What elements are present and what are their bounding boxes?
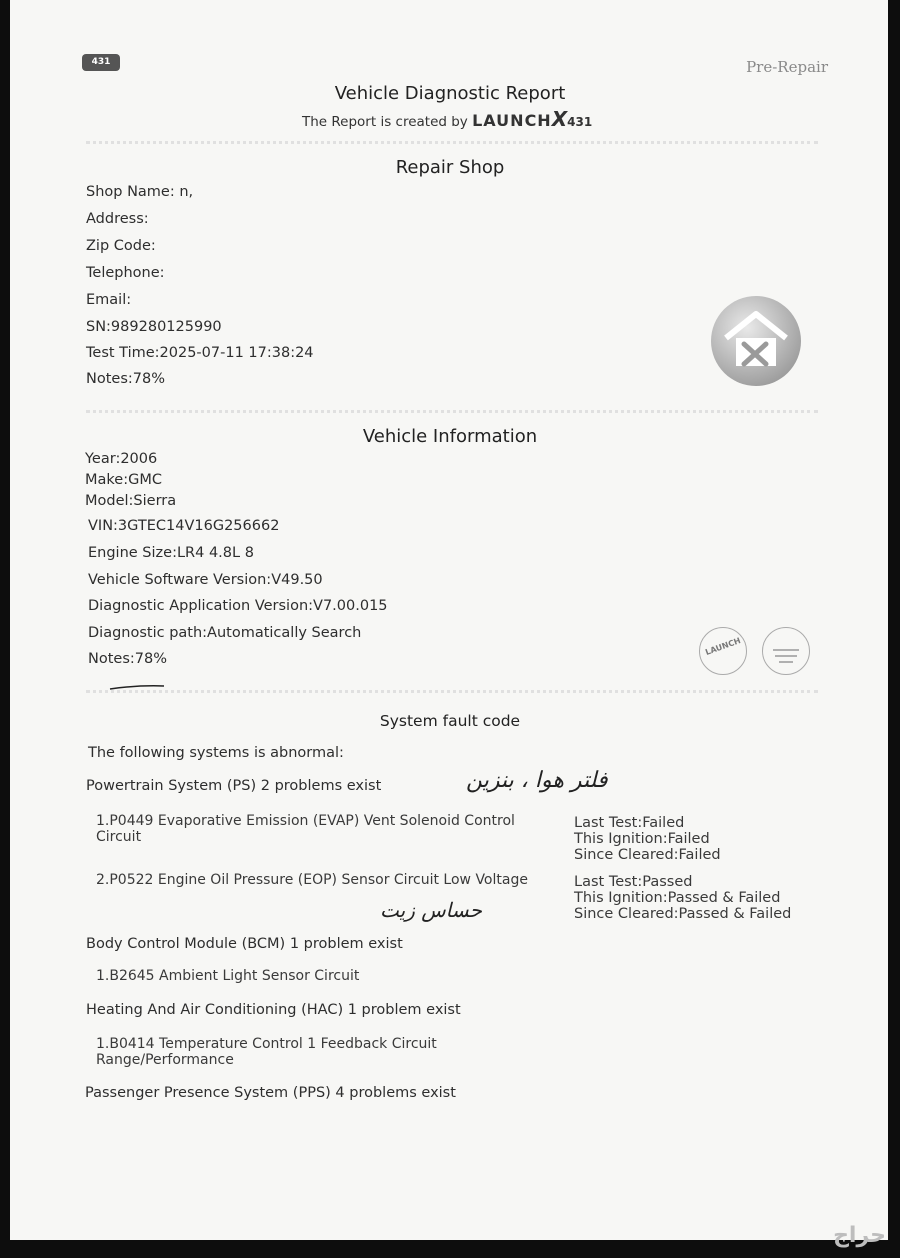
vehicle-model: Model:Sierra xyxy=(85,493,177,509)
ps-system-title: Powertrain System (PS) 2 problems exist xyxy=(86,778,382,794)
repair-shop-heading: Repair Shop xyxy=(395,157,505,178)
shop-email: Email: xyxy=(86,292,132,308)
launch-stamp xyxy=(699,627,747,675)
launch-model-number: 431 xyxy=(567,115,593,129)
repair-shop-icon xyxy=(708,294,804,388)
test-time: Test Time:2025-07-11 17:38:24 xyxy=(86,345,314,361)
handwritten-note-ps: فلتر هوا ، بنزين xyxy=(466,768,608,793)
ps-fault-1-this-ignition: This Ignition:Failed xyxy=(574,831,710,847)
shop-address: Address: xyxy=(86,211,149,227)
divider xyxy=(86,141,818,144)
diag-app-version: Diagnostic Application Version:V7.00.015 xyxy=(88,598,388,614)
seal-stamp xyxy=(762,627,810,675)
bcm-fault-1: 1.B2645 Ambient Light Sensor Circuit xyxy=(96,968,360,984)
ps-fault-1: 1.P0449 Evaporative Emission (EVAP) Vent Solenoid Control Circuit xyxy=(96,813,515,845)
ps-fault-2: 2.P0522 Engine Oil Pressure (EOP) Sensor Circuit Low Voltage xyxy=(96,872,528,888)
fault-code-heading: System fault code xyxy=(379,712,521,730)
pre-repair-label: Pre-Repair xyxy=(746,58,828,76)
ps-fault-2-this-ignition: This Ignition:Passed & Failed xyxy=(574,890,781,906)
report-title: Vehicle Diagnostic Report xyxy=(334,83,566,104)
launch-brand: LAUNCH xyxy=(472,111,552,130)
divider xyxy=(86,690,818,693)
vehicle-software-version: Vehicle Software Version:V49.50 xyxy=(88,572,323,588)
ps-fault-2-last-test: Last Test:Passed xyxy=(574,874,693,890)
subtitle-prefix: The Report is created by xyxy=(302,114,468,130)
ps-fault-1-last-test: Last Test:Failed xyxy=(574,815,685,831)
shop-notes: Notes:78% xyxy=(86,371,165,387)
engine-size: Engine Size:LR4 4.8L 8 xyxy=(88,545,254,561)
shop-telephone: Telephone: xyxy=(86,265,165,281)
shop-name: Shop Name: n, xyxy=(86,184,194,200)
vehicle-year: Year:2006 xyxy=(85,451,158,467)
report-subtitle xyxy=(302,107,592,131)
shop-sn: SN:989280125990 xyxy=(86,319,222,335)
launch-x-mark: X xyxy=(551,107,568,131)
abnormal-intro: The following systems is abnormal: xyxy=(88,745,344,761)
vehicle-make: Make:GMC xyxy=(85,472,162,488)
divider xyxy=(86,410,818,413)
ps-fault-2-since-cleared: Since Cleared:Passed & Failed xyxy=(574,906,792,922)
stamp-text: LAUNCH xyxy=(704,635,742,658)
haraj-watermark: حراج xyxy=(833,1223,886,1248)
shop-zip: Zip Code: xyxy=(86,238,156,254)
hac-fault-1: 1.B0414 Temperature Control 1 Feedback Circuit Range/Performance xyxy=(96,1036,437,1068)
vehicle-vin: VIN:3GTEC14V16G256662 xyxy=(88,518,280,534)
diag-path: Diagnostic path:Automatically Search xyxy=(88,625,362,641)
vehicle-notes: Notes:78% xyxy=(88,651,167,667)
vehicle-info-heading: Vehicle Information xyxy=(362,426,538,447)
pps-system-title: Passenger Presence System (PPS) 4 problems exist xyxy=(85,1085,456,1101)
handwritten-note-eop: حساس زيت xyxy=(380,898,482,922)
hac-system-title: Heating And Air Conditioning (HAC) 1 problem exist xyxy=(86,1002,461,1018)
x431-badge: 431 xyxy=(82,54,120,71)
ps-fault-1-since-cleared: Since Cleared:Failed xyxy=(574,847,721,863)
bcm-system-title: Body Control Module (BCM) 1 problem exist xyxy=(86,936,403,952)
